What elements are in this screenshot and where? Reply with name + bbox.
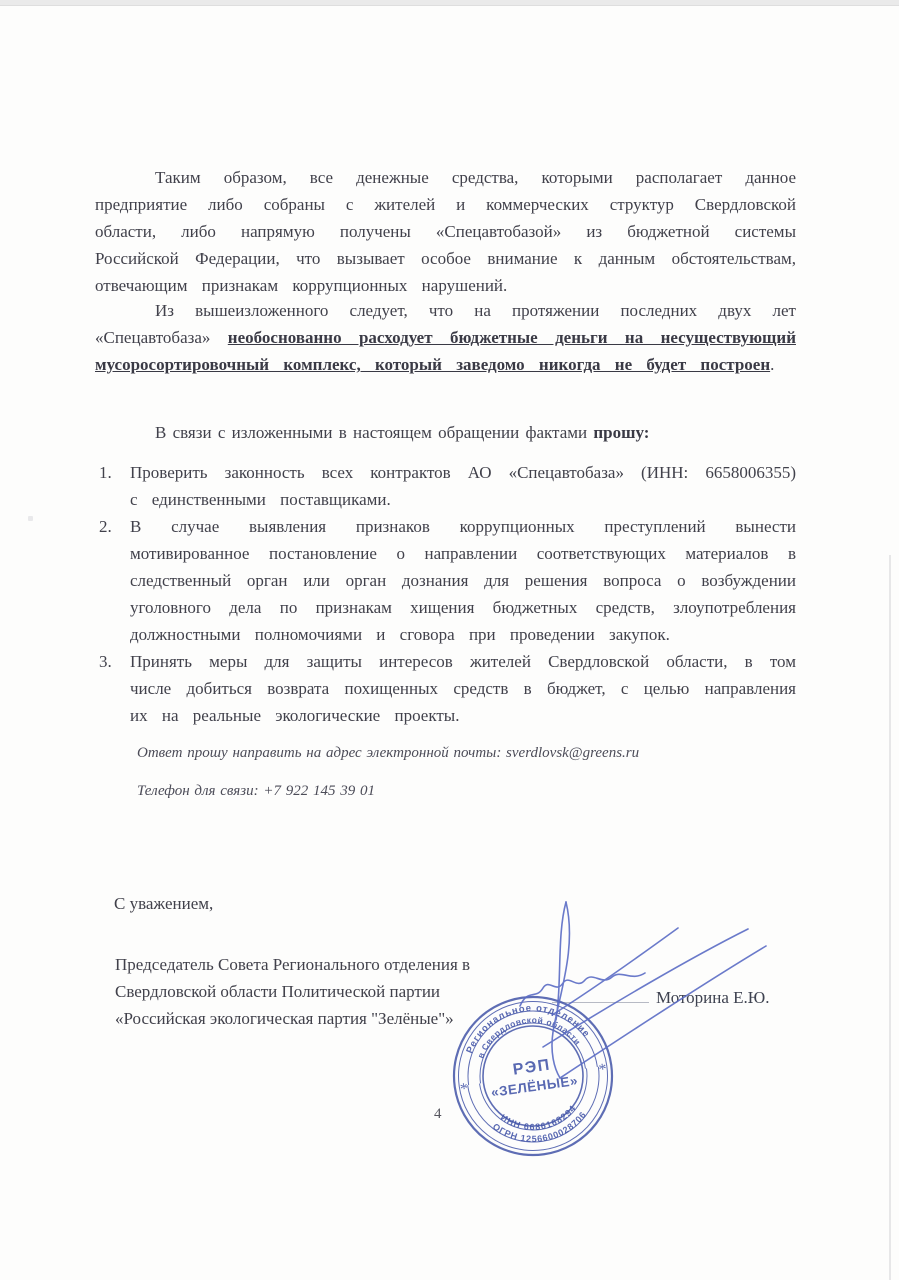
list-item-number: 2. xyxy=(99,517,112,536)
emphasized-claim: необоснованно расходует бюджетные деньги на несуществующий мусоросортировочный комплекс, который заведомо никогда не будет построен xyxy=(95,328,796,374)
scan-right-edge xyxy=(889,555,891,1280)
scan-top-edge xyxy=(0,0,899,6)
salutation: С уважением, xyxy=(114,894,214,913)
paragraph-funds-summary xyxy=(95,164,796,299)
list-item-text: Проверить законность всех контрактов АО «Спецавтобаза» (ИНН: 6658006355) с единственными поставщиками. xyxy=(130,463,796,509)
reply-email-line: Ответ прошу направить на адрес электронной почты: sverdlovsk@greens.ru xyxy=(137,745,640,761)
list-item-number: 3. xyxy=(99,652,112,671)
stamp-arc-top-inner-textpath: в Свердловской области xyxy=(475,1014,583,1060)
stamp-center-party-name: «ЗЕЛЁНЫЕ» xyxy=(490,1072,579,1100)
page-number: 4 xyxy=(434,1106,442,1122)
signer-name: Моторина Е.Ю. xyxy=(656,988,770,1007)
contact-phone-line: Телефон для связи: +7 922 145 39 01 xyxy=(137,783,375,799)
signer-title-line: «Российская экологическая партия "Зелёные"» xyxy=(115,1009,454,1028)
paragraph-conclusion xyxy=(95,297,796,378)
stamp-arc-bottom-inner-textpath: ИНН 6686168294 xyxy=(498,1102,579,1133)
list-item xyxy=(99,459,796,513)
request-word-bold: прошу: xyxy=(593,423,650,442)
stamp-arc-top-outer-textpath: Региональное отделение xyxy=(464,1002,593,1056)
stamp-arc-top-outer-text xyxy=(459,995,593,1057)
signer-title-line: Председатель Совета Регионального отделения в xyxy=(115,955,471,974)
list-item xyxy=(99,648,796,729)
paragraph-period: . xyxy=(770,355,775,374)
signer-title-line: Свердловской области Политической партии xyxy=(115,982,441,1001)
requests-list xyxy=(99,459,796,729)
round-stamp xyxy=(442,985,624,1167)
stamp-arc-bottom-outer-textpath: ОГРН 1256600028706 xyxy=(490,1109,589,1145)
scan-speck xyxy=(28,516,33,521)
stamp-asterisk-right: * xyxy=(597,1060,608,1079)
list-item-text: Принять меры для защиты интересов жителей Свердловской области, в том числе добиться возврата похищенных средств в бюджет, с целью направления их на реальные экологические проекты. xyxy=(130,652,796,725)
stamp-asterisk-left: * xyxy=(459,1080,470,1099)
list-item-text: В случае выявления признаков коррупционных преступлений вынести мотивированное постановление о направлении соответствующих материалов в следственный орган или орган дознания для решения вопроса о возбуждении уголовного дела по признакам хищения бюджетных средств, злоупотребления должностными полномочиями и сговора при проведении закупок. xyxy=(130,517,796,644)
request-intro-line xyxy=(95,419,796,446)
request-text: В связи с изложенными в настоящем обращении фактами xyxy=(155,423,594,442)
list-item xyxy=(99,513,796,648)
paragraph-text: Таким образом, все денежные средства, которыми располагает данное предприятие либо собраны с жителей и коммерческих структур Свердловской области, либо напрямую получены «Спецавтобазой» из бюджетной системы Российской Федерации, что вызывает особое внимание к данным обстоятельствам, отвечающим признакам коррупционных нарушений. xyxy=(95,168,796,295)
list-item-number: 1. xyxy=(99,463,112,482)
stamp-center-abbreviation: РЭП xyxy=(511,1056,552,1079)
paragraph-text: Из вышеизложенного следует, что на протяжении последних двух лет «Спецавтобаза» xyxy=(95,301,796,347)
